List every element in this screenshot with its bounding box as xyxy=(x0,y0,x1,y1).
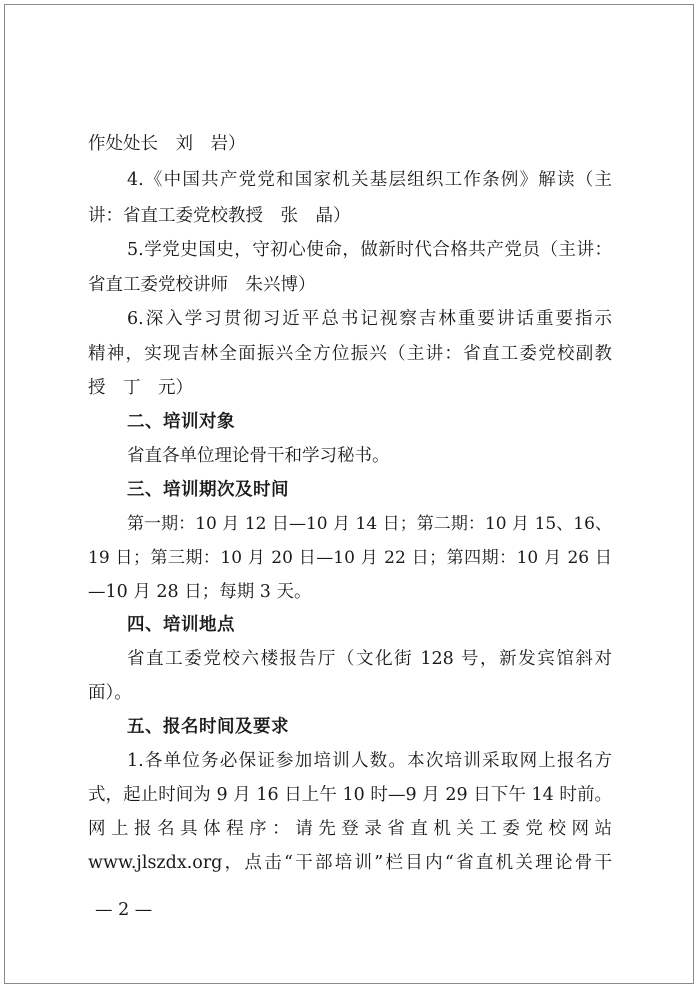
body-line: 省直工委党校讲师 朱兴博） xyxy=(88,275,316,295)
list-item-4: 4.《中国共产党党和国家机关基层组织工作条例》解读（主 xyxy=(127,170,612,190)
list-item-6: 6.深入学习贯彻习近平总书记视察吉林重要讲话重要指示 xyxy=(127,309,612,329)
body-line: 19 日；第三期：10 月 20 日—10 月 22 日；第四期：10 月 26 日 xyxy=(88,548,612,568)
page-number: — 2 — xyxy=(95,900,153,920)
body-line: 省直各单位理论骨干和学习秘书。 xyxy=(127,446,390,466)
body-line: www.jlszdx.org，点击“干部培训”栏目内“省直机关理论骨干 xyxy=(88,853,612,873)
section-heading-schedule: 三、培训期次及时间 xyxy=(127,480,289,500)
section-heading-targets: 二、培训对象 xyxy=(127,412,235,432)
section-heading-registration: 五、报名时间及要求 xyxy=(127,717,289,737)
body-line: 1.各单位务必保证参加培训人数。本次培训采取网上报名方 xyxy=(127,751,612,771)
body-line: 省直工委党校六楼报告厅（文化街 128 号，新发宾馆斜对 xyxy=(127,649,612,669)
body-line: 面）。 xyxy=(88,683,132,703)
body-line: 第一期：10 月 12 日—10 月 14 日；第二期：10 月 15、16、 xyxy=(127,514,612,534)
body-line: 式，起止时间为 9 月 16 日上午 10 时—9 月 29 日下午 14 时前。 xyxy=(88,785,612,805)
body-line: 授 丁 元） xyxy=(88,378,193,398)
section-heading-location: 四、培训地点 xyxy=(127,615,235,635)
body-line: 网上报名具体程序：请先登录省直机关工委党校网站 xyxy=(88,819,612,839)
body-line: —10 月 28 日；每期 3 天。 xyxy=(88,582,312,602)
body-line: 讲：省直工委党校教授 张 晶） xyxy=(88,206,351,226)
list-item-5: 5.学党史国史，守初心使命，做新时代合格共产党员（主讲： xyxy=(127,240,612,260)
body-line: 精神，实现吉林全面振兴全方位振兴（主讲：省直工委党校副教 xyxy=(88,344,612,364)
body-line: 作处处长 刘 岩） xyxy=(88,134,246,154)
